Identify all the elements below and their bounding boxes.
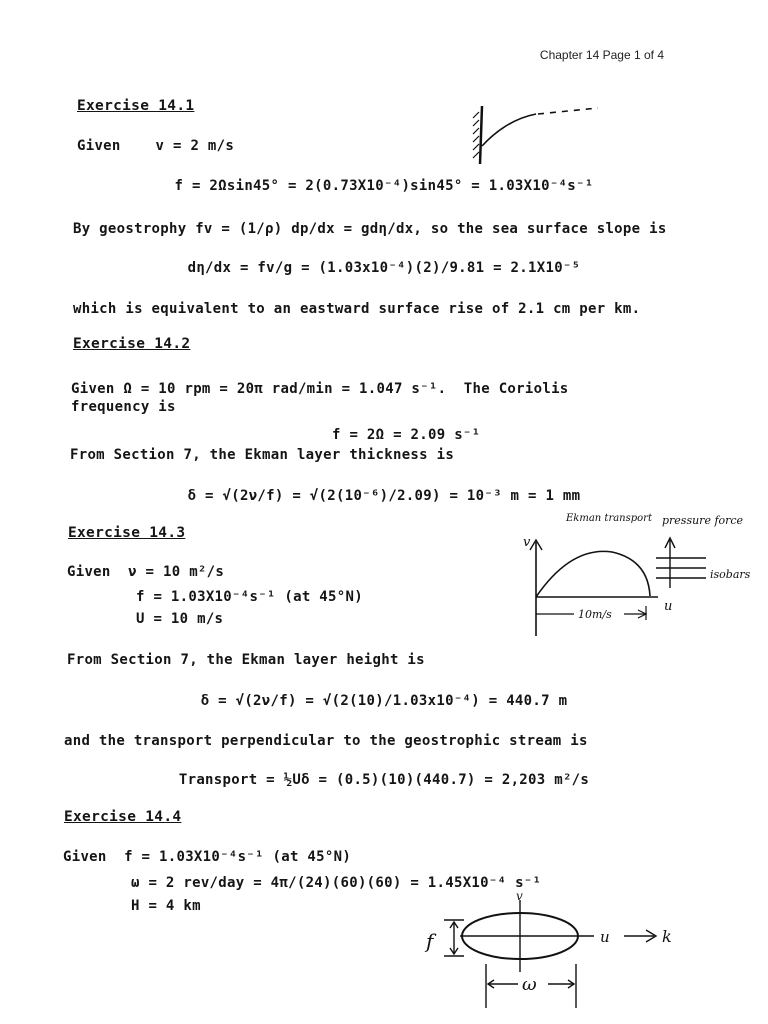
ex2-f-equation: f = 2Ω = 2.09 s⁻¹	[332, 427, 481, 443]
ellipse-omega-label: ω	[522, 974, 537, 995]
ellipse-v-label: v	[516, 889, 523, 903]
isobars-label: isobars	[710, 568, 751, 581]
exercise-14-1-heading: Exercise 14.1	[77, 98, 195, 114]
ekman-sketch-svg	[516, 506, 766, 640]
speed-scale-label: 10m/s	[578, 608, 612, 621]
ex1-conclusion: which is equivalent to an eastward surface rise of 2.1 cm per km.	[73, 301, 641, 317]
page-header: Chapter 14 Page 1 of 4	[539, 48, 664, 62]
ellipse-k-label: k	[662, 927, 672, 946]
ex2-given: Given Ω = 10 rpm = 20π rad/min = 1.047 s⁻¹. The Coriolis	[71, 381, 569, 397]
ex4-given-f: Given f = 1.03X10⁻⁴s⁻¹ (at 45°N)	[63, 849, 352, 865]
ellipse-u-label: u	[600, 928, 610, 946]
ex3-delta-equation: δ = √(2ν/f) = √(2(10)/1.03x10⁻⁴) = 440.7 m	[200, 693, 568, 709]
pressure-force-label: pressure force	[662, 514, 744, 527]
exercise-14-2-heading: Exercise 14.2	[73, 336, 191, 352]
ex2-given-cont: frequency is	[71, 399, 176, 415]
ellipse-f-label: f	[426, 929, 434, 953]
wall-slope-sketch	[466, 102, 606, 166]
ex3-given-f: f = 1.03X10⁻⁴s⁻¹ (at 45°N)	[136, 589, 363, 605]
ex1-given: Given v = 2 m/s	[77, 138, 235, 154]
ex3-transport-text: and the transport perpendicular to the geostrophic stream is	[64, 733, 588, 749]
ekman-v-label: v	[523, 535, 531, 550]
ex1-geostrophy-text: By geostrophy fv = (1/ρ) dp/dx = gdη/dx, so the sea surface slope is	[73, 221, 667, 237]
ex2-delta-equation: δ = √(2ν/f) = √(2(10⁻⁶)/2.09) = 10⁻³ m = 1 mm	[187, 488, 581, 504]
ex3-section-text: From Section 7, the Ekman layer height is	[67, 652, 425, 668]
ex1-f-equation: f = 2Ωsin45° = 2(0.73X10⁻⁴)sin45° = 1.03X10⁻⁴s⁻¹	[174, 178, 594, 194]
exercise-14-4-heading: Exercise 14.4	[64, 809, 182, 825]
ekman-transport-sketch	[516, 506, 766, 640]
ex3-given-u: U = 10 m/s	[136, 611, 224, 627]
wall-slope-svg	[466, 102, 606, 166]
ex4-given-h: H = 4 km	[131, 898, 201, 914]
ex4-given-omega: ω = 2 rev/day = 4π/(24)(60)(60) = 1.45X10⁻⁴ s⁻¹	[131, 875, 542, 891]
ellipse-sketch-svg	[420, 888, 690, 1014]
ekman-u-label: u	[664, 599, 673, 614]
ellipse-sketch	[420, 888, 690, 1014]
ex3-transport-equation: Transport = ½Uδ = (0.5)(10)(440.7) = 2,203 m²/s	[178, 772, 590, 788]
ex3-given-nu: Given ν = 10 m²/s	[67, 564, 225, 580]
ex1-slope-equation: dη/dx = fv/g = (1.03x10⁻⁴)(2)/9.81 = 2.1X10⁻⁵	[187, 260, 581, 276]
ekman-transport-label: Ekman transport	[566, 513, 652, 524]
exercise-14-3-heading: Exercise 14.3	[68, 525, 186, 541]
ex2-section-text: From Section 7, the Ekman layer thickness is	[70, 447, 455, 463]
